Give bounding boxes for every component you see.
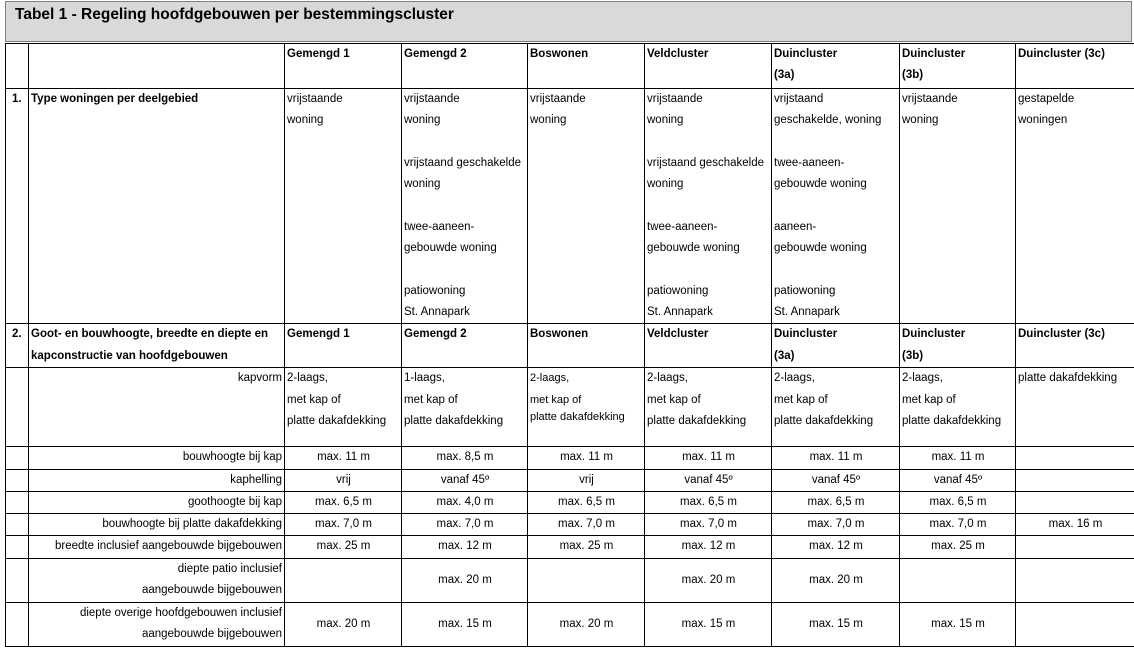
- kapvorm-gemengd-1: 2-laags, met kap of platte dakafdekking: [285, 368, 402, 447]
- table-row: [6, 514, 1134, 536]
- section-1-duincluster-3b: vrijstaande woning: [900, 89, 1016, 324]
- kapvorm-gemengd-2: 1-laags, met kap of platte dakafdekking: [402, 368, 528, 447]
- section-1-row: [6, 89, 1134, 324]
- row-value: max. 25 m: [900, 536, 1016, 558]
- row-value: vanaf 45º: [772, 469, 900, 491]
- row-value: vanaf 45º: [402, 469, 528, 491]
- row-label: breedte inclusief aangebouwde bijgebouwen: [29, 536, 285, 558]
- row-num-cell: [6, 469, 29, 491]
- row-label: bouwhoogte bij platte dakafdekking: [29, 514, 285, 536]
- row-value: [1016, 602, 1134, 646]
- row-value: max. 12 m: [772, 536, 900, 558]
- table-row: [6, 491, 1134, 513]
- row-label: goothoogte bij kap: [29, 491, 285, 513]
- row-label: bouwhoogte bij kap: [29, 447, 285, 469]
- row-value: vanaf 45º: [900, 469, 1016, 491]
- row-value: max. 7,0 m: [285, 514, 402, 536]
- row-value: max. 20 m: [402, 558, 528, 602]
- row-num-cell: [6, 514, 29, 536]
- row-value: max. 8,5 m: [402, 447, 528, 469]
- header-duincluster-3c: Duincluster (3c): [1016, 44, 1134, 89]
- row-value: max. 16 m: [1016, 514, 1134, 536]
- row-num-cell: [6, 558, 29, 602]
- kapvorm-boswonen: 2-laags, met kap of platte dakafdekking: [528, 368, 645, 447]
- table-title-bar: [5, 1, 1132, 42]
- row-value: max. 11 m: [285, 447, 402, 469]
- row-value: max. 20 m: [645, 558, 772, 602]
- row-value: max. 12 m: [645, 536, 772, 558]
- kapvorm-duincluster-3a: 2-laags, met kap of platte dakafdekking: [772, 368, 900, 447]
- section-1-boswonen: vrijstaande woning: [528, 89, 645, 324]
- row-value: max. 15 m: [772, 602, 900, 646]
- row-num-cell: [6, 447, 29, 469]
- row-value: [1016, 536, 1134, 558]
- section-2-header-duincluster-3c: Duincluster (3c): [1016, 324, 1134, 368]
- header-veldcluster: Veldcluster: [645, 44, 772, 89]
- row-value: max. 11 m: [528, 447, 645, 469]
- row-value: max. 20 m: [285, 602, 402, 646]
- section-2-header-duincluster-3a: Duincluster (3a): [772, 324, 900, 368]
- row-value: max. 7,0 m: [402, 514, 528, 536]
- row-value: max. 6,5 m: [645, 491, 772, 513]
- header-duincluster-3b: Duincluster (3b): [900, 44, 1016, 89]
- kapvorm-row: [6, 368, 1134, 447]
- row-value: max. 15 m: [402, 602, 528, 646]
- section-1-gemengd-1: vrijstaande woning: [285, 89, 402, 324]
- section-2-header-duincluster-3b: Duincluster (3b): [900, 324, 1016, 368]
- row-value: vrij: [285, 469, 402, 491]
- row-value: max. 15 m: [645, 602, 772, 646]
- section-2-header-veldcluster: Veldcluster: [645, 324, 772, 368]
- header-row: [6, 44, 1134, 89]
- row-value: max. 7,0 m: [645, 514, 772, 536]
- row-value: [528, 558, 645, 602]
- section-1-gemengd-2: vrijstaande woning vrijstaand geschakelde woning twee-aaneen- gebouwde woning patiowoning St. Annapark: [402, 89, 528, 324]
- section-1-label: Type woningen per deelgebied: [29, 89, 285, 324]
- row-value: max. 12 m: [402, 536, 528, 558]
- row-value: max. 11 m: [645, 447, 772, 469]
- header-boswonen: Boswonen: [528, 44, 645, 89]
- row-value: vrij: [528, 469, 645, 491]
- row-value: [285, 558, 402, 602]
- row-value: vanaf 45º: [645, 469, 772, 491]
- diepte-overige-row: [6, 602, 1134, 646]
- row-value: max. 6,5 m: [900, 491, 1016, 513]
- row-value: [1016, 491, 1134, 513]
- header-gemengd-2: Gemengd 2: [402, 44, 528, 89]
- table-row: [6, 469, 1134, 491]
- row-value: [1016, 469, 1134, 491]
- header-duincluster-3a: Duincluster (3a): [772, 44, 900, 89]
- table-row: [6, 447, 1134, 469]
- row-num-cell: [6, 536, 29, 558]
- header-gemengd-1: Gemengd 1: [285, 44, 402, 89]
- section-1-veldcluster: vrijstaande woning vrijstaand geschakelde woning twee-aaneen- gebouwde woning patiowoning St. Annapark: [645, 89, 772, 324]
- section-2-header-boswonen: Boswonen: [528, 324, 645, 368]
- regeling-table: [5, 43, 1134, 647]
- table-row: [6, 536, 1134, 558]
- row-value: [1016, 558, 1134, 602]
- row-value: max. 15 m: [900, 602, 1016, 646]
- kapvorm-duincluster-3b: 2-laags, met kap of platte dakafdekking: [900, 368, 1016, 447]
- row-value: max. 4,0 m: [402, 491, 528, 513]
- header-num-cell: [6, 44, 29, 89]
- row-value: max. 7,0 m: [528, 514, 645, 536]
- row-value: max. 11 m: [900, 447, 1016, 469]
- section-1-duincluster-3a: vrijstaand geschakelde, woning twee-aaneen- gebouwde woning aaneen- gebouwde woning patiowoning St. Annapark: [772, 89, 900, 324]
- section-2-header-row: [6, 324, 1134, 368]
- section-2-header-gemengd-2: Gemengd 2: [402, 324, 528, 368]
- header-label-cell: [29, 44, 285, 89]
- kapvorm-label: kapvorm: [29, 368, 285, 447]
- kapvorm-num-cell: [6, 368, 29, 447]
- row-value: max. 6,5 m: [528, 491, 645, 513]
- kapvorm-duincluster-3c: platte dakafdekking: [1016, 368, 1134, 447]
- row-value: max. 25 m: [285, 536, 402, 558]
- row-value: max. 11 m: [772, 447, 900, 469]
- section-2-number: 2.: [6, 324, 29, 368]
- section-2-header-gemengd-1: Gemengd 1: [285, 324, 402, 368]
- row-value: max. 20 m: [772, 558, 900, 602]
- table-title: Tabel 1 - Regeling hoofdgebouwen per bestemmingscluster: [15, 6, 454, 23]
- row-value: max. 20 m: [528, 602, 645, 646]
- diepte-patio-label: diepte patio inclusief aangebouwde bijgebouwen: [29, 558, 285, 602]
- row-value: max. 25 m: [528, 536, 645, 558]
- kapvorm-veldcluster: 2-laags, met kap of platte dakafdekking: [645, 368, 772, 447]
- section-1-duincluster-3c: gestapelde woningen: [1016, 89, 1134, 324]
- diepte-patio-row: [6, 558, 1134, 602]
- row-value: max. 7,0 m: [900, 514, 1016, 536]
- section-1-number: 1.: [6, 89, 29, 324]
- row-value: [1016, 447, 1134, 469]
- row-value: max. 7,0 m: [772, 514, 900, 536]
- section-2-label: Goot- en bouwhoogte, breedte en diepte en kapconstructie van hoofdgebouwen: [29, 324, 285, 368]
- row-value: max. 6,5 m: [772, 491, 900, 513]
- diepte-overige-label: diepte overige hoofdgebouwen inclusief aangebouwde bijgebouwen: [29, 602, 285, 646]
- row-num-cell: [6, 491, 29, 513]
- row-num-cell: [6, 602, 29, 646]
- row-value: max. 6,5 m: [285, 491, 402, 513]
- row-value: [900, 558, 1016, 602]
- row-label: kaphelling: [29, 469, 285, 491]
